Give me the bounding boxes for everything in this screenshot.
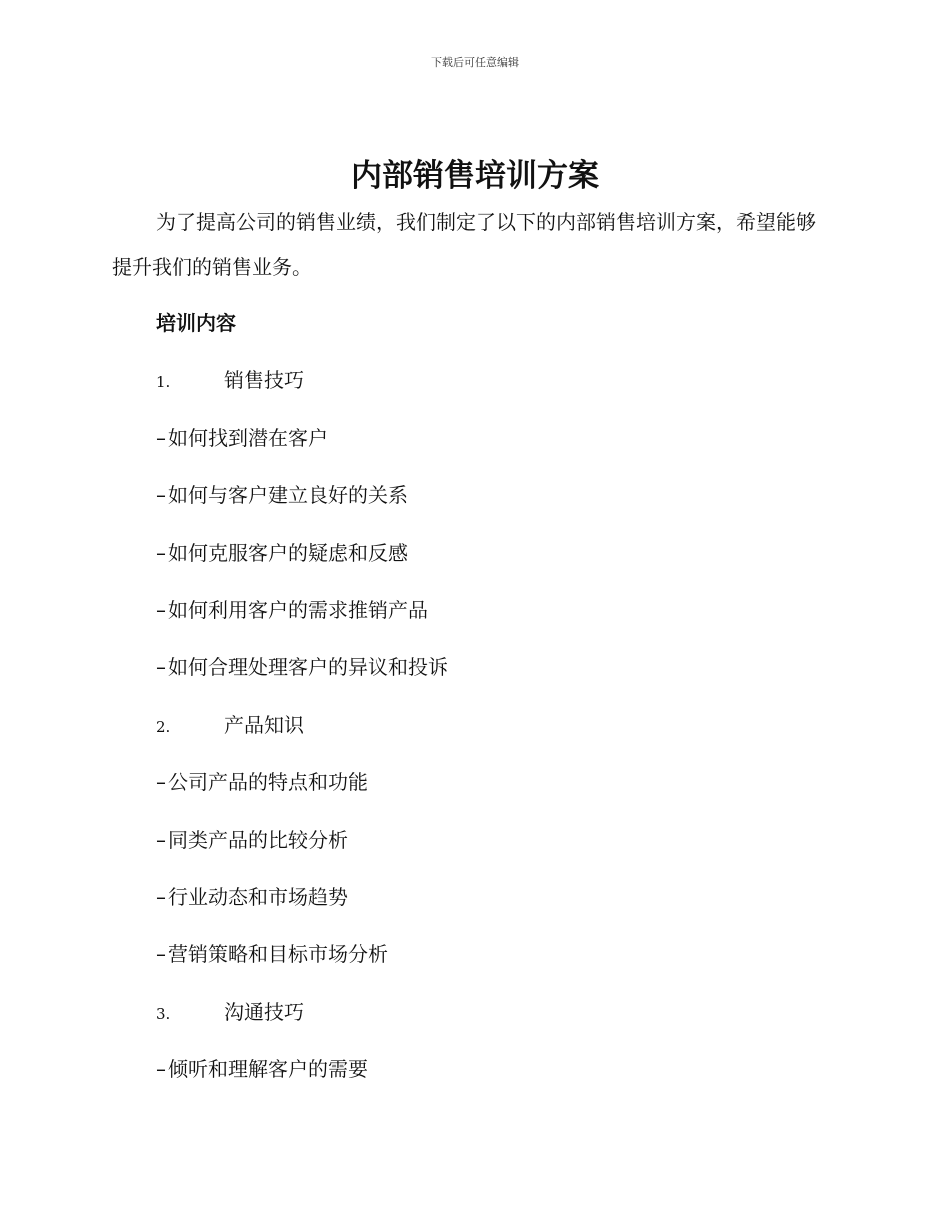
- bullet-text: 如何合理处理客户的异议和投诉: [168, 655, 448, 680]
- bullet-marker: –: [156, 884, 166, 909]
- document-title: 内部销售培训方案: [351, 158, 599, 194]
- bullet-marker: –: [156, 770, 166, 795]
- item-number: 1.: [156, 373, 171, 392]
- bullet-item: [156, 472, 836, 529]
- item-title: 销售技巧: [224, 368, 304, 393]
- document-body: [156, 300, 836, 1103]
- numbered-item: [156, 702, 836, 759]
- bullet-marker: –: [156, 827, 166, 852]
- section-heading: 培训内容: [156, 311, 236, 335]
- bullet-item: [156, 587, 836, 644]
- bullet-text: 同类产品的比较分析: [168, 827, 348, 852]
- bullet-text: 行业动态和市场趋势: [168, 884, 348, 909]
- bullet-item: [156, 415, 836, 472]
- bullet-text: 如何与客户建立良好的关系: [168, 483, 408, 508]
- bullet-text: 营销策略和目标市场分析: [168, 942, 388, 967]
- page-header: 下载后可任意编辑: [431, 56, 519, 69]
- item-title: 产品知识: [224, 712, 304, 737]
- item-number: 2.: [156, 717, 171, 736]
- intro-paragraph: 为了提高公司的销售业绩，我们制定了以下的内部销售培训方案，希望能够提升我们的销售业务。: [112, 210, 816, 279]
- bullet-text: 倾听和理解客户的需要: [168, 1057, 368, 1082]
- bullet-text: 如何克服客户的疑虑和反感: [168, 540, 408, 565]
- bullet-marker: –: [156, 1057, 166, 1082]
- bullet-marker: –: [156, 655, 166, 680]
- numbered-item: [156, 989, 836, 1046]
- item-number: 3.: [156, 1004, 171, 1023]
- bullet-item: [156, 1046, 836, 1103]
- bullet-item: [156, 759, 836, 816]
- bullet-text: 如何找到潜在客户: [168, 425, 328, 450]
- bullet-marker: –: [156, 425, 166, 450]
- numbered-item: [156, 357, 836, 414]
- bullet-marker: –: [156, 597, 166, 622]
- item-title: 沟通技巧: [224, 999, 304, 1024]
- bullet-marker: –: [156, 483, 166, 508]
- bullet-item: [156, 644, 836, 701]
- bullet-item: [156, 874, 836, 931]
- bullet-item: [156, 931, 836, 988]
- bullet-text: 公司产品的特点和功能: [168, 770, 368, 795]
- bullet-marker: –: [156, 942, 166, 967]
- bullet-item: [156, 530, 836, 587]
- bullet-text: 如何利用客户的需求推销产品: [168, 597, 428, 622]
- bullet-marker: –: [156, 540, 166, 565]
- bullet-item: [156, 817, 836, 874]
